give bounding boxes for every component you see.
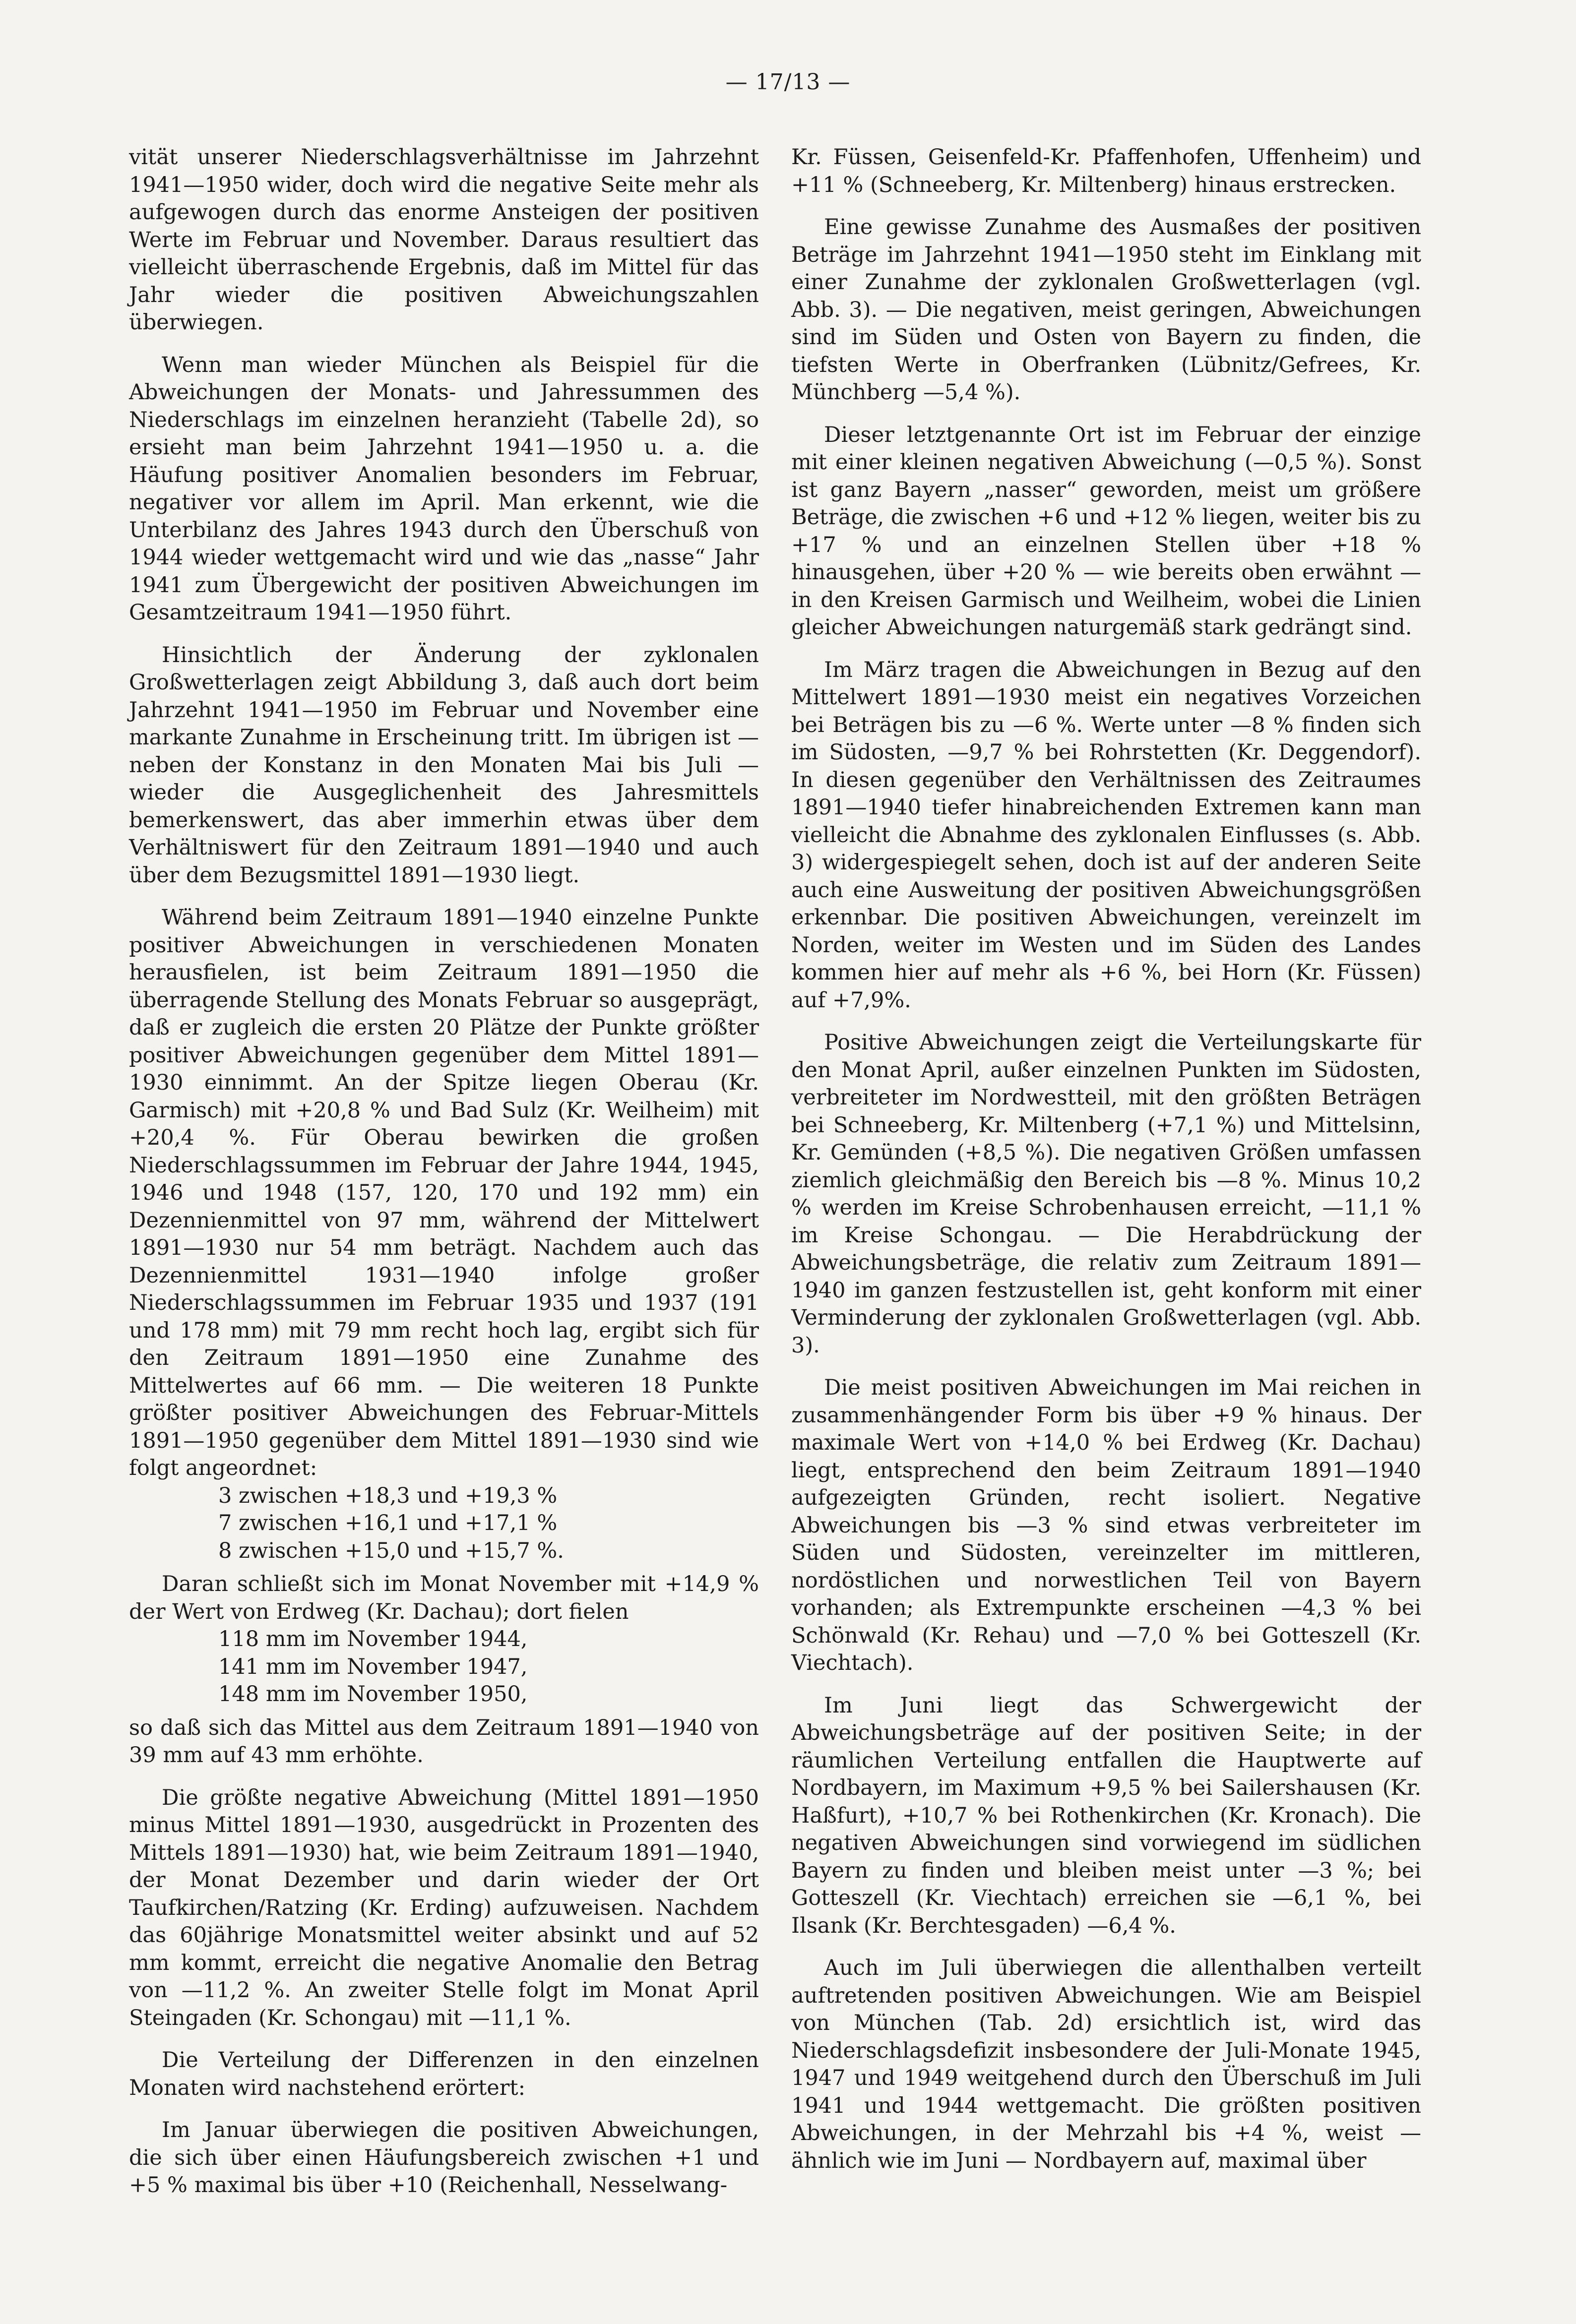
right-column bbox=[791, 144, 1421, 2190]
paragraph: Dieser letztgenannte Ort ist im Februar der einzige mit einer kleinen negativen Abweichung (—0,5 %). Sonst ist ganz Bayern „nasser“ geworden, meist um größere Beträge, die zwischen +6 und +12 % liegen, weiter bis zu +17 % und an einzelnen Stellen über +18 % hinausgehen, über +20 % — wie bereits oben erwähnt — in den Kreisen Garmisch und Weilheim, wobei die Linien gleicher Abweichungen naturgemäß stark gedrängt sind. bbox=[791, 422, 1421, 640]
paragraph: Daran schließt sich im Monat November mit +14,9 % der Wert von Erdweg (Kr. Dachau); dort fielen bbox=[129, 1572, 759, 1624]
paragraph: Im Januar überwiegen die positiven Abweichungen, die sich über einen Häufungsbereich zwischen +1 und +5 % maximal bis über +10 (Reichenhall, Nesselwang- bbox=[129, 2118, 759, 2198]
paragraph: Die Verteilung der Differenzen in den einzelnen Monaten wird nachstehend erörtert: bbox=[129, 2048, 759, 2100]
page-number: — 17/13 — bbox=[725, 69, 851, 95]
value-list bbox=[129, 1626, 759, 1709]
paragraph: Die größte negative Abweichung (Mittel 1891—1950 minus Mittel 1891—1930, ausgedrückt in Prozenten des Mittels 1891—1930) hat, wie beim Zeitraum 1891—1940, der Monat Dezember und darin wieder der Ort Taufkirchen/Ratzing (Kr. Erding) aufzuweisen. Nachdem das 60jährige Monatsmittel weiter absinkt und auf 52 mm kommt, erreicht die negative Anomalie den Betrag von —11,2 %. An zweiter Stelle folgt im Monat April Steingaden (Kr. Schongau) mit —11,1 %. bbox=[129, 1785, 759, 2030]
value-list bbox=[129, 1482, 759, 1565]
list-item: 3 zwischen +18,3 und +19,3 % bbox=[218, 1483, 558, 1508]
list-item: 148 mm im November 1950, bbox=[218, 1682, 528, 1707]
list-item: 118 mm im November 1944, bbox=[218, 1627, 528, 1651]
paragraph: Positive Abweichungen zeigt die Verteilungskarte für den Monat April, außer einzelnen Punkten im Südosten, verbreiteter im Nordwestteil, mit den größten Beträgen bei Schneeberg, Kr. Miltenberg (+7,1 %) und Mittelsinn, Kr. Gemünden (+8,5 %). Die negativen Größen umfassen ziemlich gleichmäßig den Bereich bis —8 %. Minus 10,2 % werden im Kreise Schrobenhausen erreicht, —11,1 % im Kreise Schongau. — Die Herabdrückung der Abweichungsbeträge, die relativ zum Zeitraum 1891—1940 im ganzen festzustellen ist, geht konform mit einer Verminderung der zyklonalen Großwetterlagen (vgl. Abb. 3). bbox=[791, 1030, 1421, 1358]
list-item: 8 zwischen +15,0 und +15,7 %. bbox=[218, 1538, 564, 1563]
paragraph: Im Juni liegt das Schwergewicht der Abweichungsbeträge auf der positiven Seite; in der räumlichen Verteilung entfallen die Hauptwerte auf Nordbayern, im Maximum +9,5 % bei Sailershausen (Kr. Haßfurt), +10,7 % bei Rothenkirchen (Kr. Kronach). Die negativen Abweichungen sind vorwiegend im südlichen Bayern zu finden und bleiben meist unter —3 %; bei Gotteszell (Kr. Viechtach) erreichen sie —6,1 %, bei Ilsank (Kr. Berchtesgaden) —6,4 %. bbox=[791, 1693, 1421, 1938]
paragraph: Eine gewisse Zunahme des Ausmaßes der positiven Beträge im Jahrzehnt 1941—1950 steht im Einklang mit einer Zunahme der zyklonalen Großwetterlagen (vgl. Abb. 3). — Die negativen, meist geringen, Abweichungen sind im Süden und Osten von Bayern zu finden, die tiefsten Werte in Oberfranken (Lübnitz/Gefrees, Kr. Münchberg —5,4 %). bbox=[791, 215, 1421, 405]
paragraph: Während beim Zeitraum 1891—1940 einzelne Punkte positiver Abweichungen in verschiedenen Monaten herausfielen, ist beim Zeitraum 1891—1950 die überragende Stellung des Monats Februar so ausgeprägt, daß er zugleich die ersten 20 Plätze der Punkte größter positiver Abweichungen gegenüber dem Mittel 1891—1930 einnimmt. An der Spitze liegen Oberau (Kr. Garmisch) mit +20,8 % und Bad Sulz (Kr. Weilheim) mit +20,4 %. Für Oberau bewirken die großen Niederschlagssummen im Februar der Jahre 1944, 1945, 1946 und 1948 (157, 120, 170 und 192 mm) ein Dezennienmittel von 97 mm, während der Mittelwert 1891—1930 nur 54 mm beträgt. Nachdem auch das Dezennienmittel 1931—1940 infolge großer Niederschlagssummen im Februar 1935 und 1937 (191 und 178 mm) mit 79 mm recht hoch lag, ergibt sich für den Zeitraum 1891—1950 eine Zunahme des Mittelwertes auf 66 mm. — Die weiteren 18 Punkte größter positiver Abweichungen des Februar-Mittels 1891—1950 gegenüber dem Mittel 1891—1930 sind wie folgt angeordnet: bbox=[129, 905, 759, 1480]
paragraph: Hinsichtlich der Änderung der zyklonalen Großwetterlagen zeigt Abbildung 3, daß auch dort beim Jahrzehnt 1941—1950 im Februar und November eine markante Zunahme in Erscheinung tritt. Im übrigen ist — neben der Konstanz in den Monaten Mai bis Juli — wieder die Ausgeglichenheit des Jahresmittels bemerkenswert, das aber immerhin etwas über dem Verhältniswert für den Zeitraum 1891—1940 und auch über dem Bezugsmittel 1891—1930 liegt. bbox=[129, 642, 759, 888]
paragraph: so daß sich das Mittel aus dem Zeitraum 1891—1940 von 39 mm auf 43 mm erhöhte. bbox=[129, 1715, 759, 1768]
list-item: 141 mm im November 1947, bbox=[218, 1654, 528, 1679]
paragraph: Wenn man wieder München als Beispiel für die Abweichungen der Monats- und Jahressummen des Niederschlags im einzelnen heranzieht (Tabelle 2d), so ersieht man beim Jahrzehnt 1941—1950 u. a. die Häufung positiver Anomalien besonders im Februar, negativer vor allem im April. Man erkennt, wie die Unterbilanz des Jahres 1943 durch den Überschuß von 1944 wieder wettgemacht wird und wie das „nasse“ Jahr 1941 zum Übergewicht der positiven Abweichungen im Gesamtzeitraum 1941—1950 führt. bbox=[129, 352, 759, 625]
paragraph: vität unserer Niederschlagsverhältnisse im Jahrzehnt 1941—1950 wider, doch wird die negative Seite mehr als aufgewogen durch das enorme Ansteigen der positiven Werte im Februar und November. Daraus resultiert das vielleicht überraschende Ergebnis, daß im Mittel für das Jahr wieder die positiven Abweichungszahlen überwiegen. bbox=[129, 145, 759, 335]
paragraph: Die meist positiven Abweichungen im Mai reichen in zusammenhängender Form bis über +9 % hinaus. Der maximale Wert von +14,0 % bei Erdweg (Kr. Dachau) liegt, entsprechend den beim Zeitraum 1891—1940 aufgezeigten Gründen, recht isoliert. Negative Abweichungen bis —3 % sind etwas verbreiteter im Süden und Südosten, vereinzelter im mittleren, nordöstlichen und norwestlichen Teil von Bayern vorhanden; als Extrempunkte erscheinen —4,3 % bei Schönwald (Kr. Rehau) und —7,0 % bei Gotteszell (Kr. Viechtach). bbox=[791, 1375, 1421, 1675]
paragraph: Auch im Juli überwiegen die allenthalben verteilt auftretenden positiven Abweichungen. Wie am Beispiel von München (Tab. 2d) ersichtlich ist, wird das Niederschlagsdefizit insbesondere der Juli-Monate 1945, 1947 und 1949 weitgehend durch den Überschuß im Juli 1941 und 1944 wettgemacht. Die größten positiven Abweichungen, in der Mehrzahl bis +4 %, weist — ähnlich wie im Juni — Nordbayern auf, maximal über bbox=[791, 1956, 1421, 2173]
paragraph: Im März tragen die Abweichungen in Bezug auf den Mittelwert 1891—1930 meist ein negatives Vorzeichen bei Beträgen bis zu —6 %. Werte unter —8 % finden sich im Südosten, —9,7 % bei Rohrstetten (Kr. Deggendorf). In diesen gegenüber den Verhältnissen des Zeitraumes 1891—1940 tiefer hinabreichenden Extremen kann man vielleicht die Abnahme des zyklonalen Einflusses (s. Abb. 3) widergespiegelt sehen, doch ist auf der anderen Seite auch eine Ausweitung der positiven Abweichungsgrößen erkennbar. Die positiven Abweichungen, vereinzelt im Norden, weiter im Westen und im Süden des Landes kommen hier auf mehr als +6 %, bei Horn (Kr. Füssen) auf +7,9%. bbox=[791, 657, 1421, 1013]
left-column bbox=[129, 144, 759, 2214]
list-item: 7 zwischen +16,1 und +17,1 % bbox=[218, 1511, 558, 1535]
paragraph: Kr. Füssen, Geisenfeld-Kr. Pfaffenhofen, Uffenheim) und +11 % (Schneeberg, Kr. Miltenberg) hinaus erstrecken. bbox=[791, 145, 1421, 197]
